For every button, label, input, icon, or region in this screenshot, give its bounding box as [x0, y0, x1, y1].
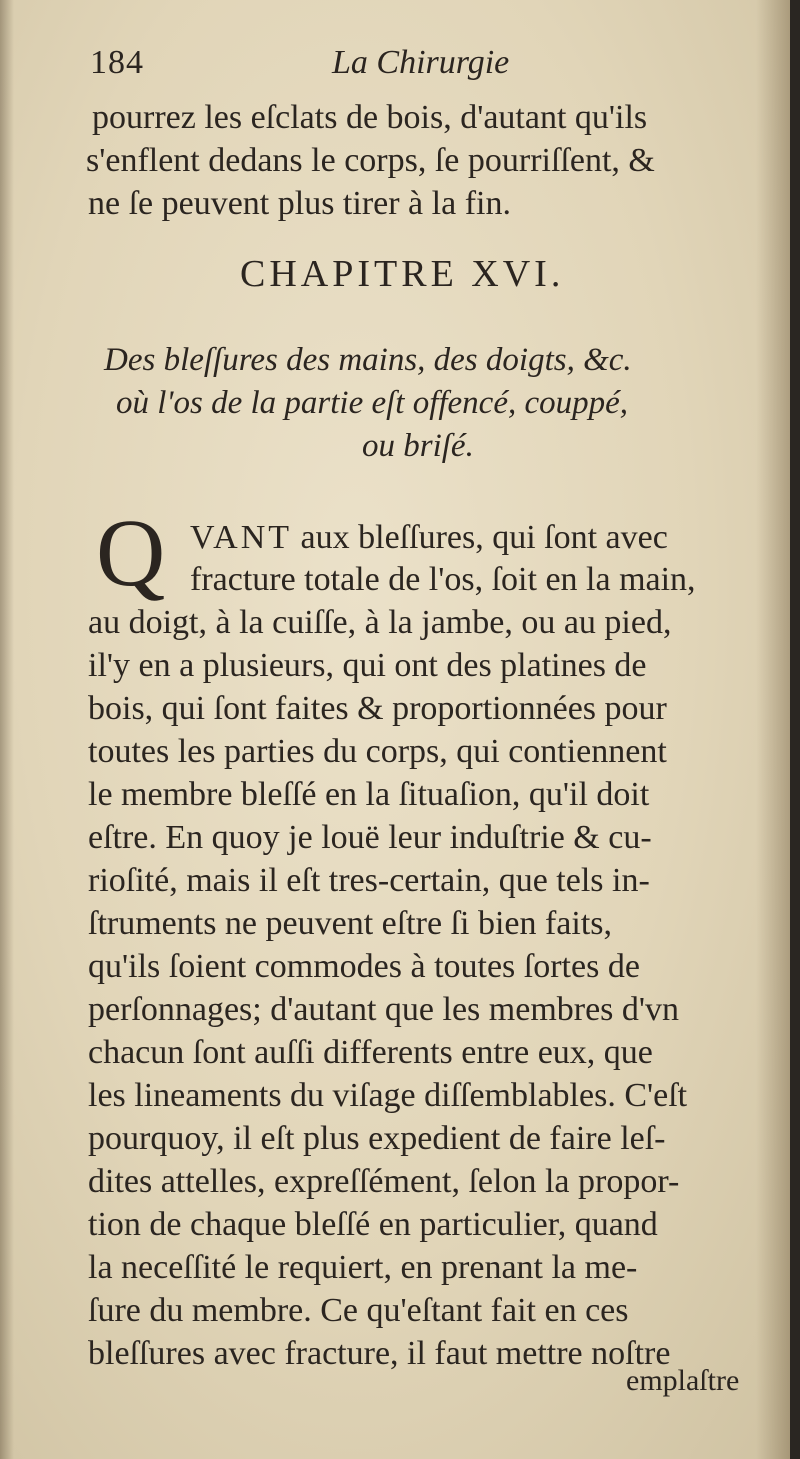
body-line: le membre bleſſé en la ſituaſion, qu'il doit: [88, 776, 650, 813]
page-gutter-shadow: [756, 0, 790, 1459]
drop-cap: Q: [96, 499, 166, 606]
body-line: tion de chaque bleſſé en particulier, quand: [88, 1206, 658, 1243]
body-line: toutes les parties du corps, qui contiennent: [88, 733, 667, 770]
chapter-subtitle-line: Des bleſſures des mains, des doigts, &c.: [104, 342, 632, 378]
body-line: pourquoy, il eſt plus expedient de faire leſ-: [88, 1120, 666, 1157]
catchword: emplaſtre: [626, 1364, 740, 1397]
intro-line: ne ſe peuvent plus tirer à la fin.: [88, 185, 511, 222]
intro-line: s'enflent dedans le corps, ſe pourriſſent, &: [86, 142, 655, 179]
page-edge-shadow: [0, 0, 14, 1459]
running-header: [90, 44, 780, 94]
body-line: eſtre. En quoy je louë leur induſtrie & cu-: [88, 819, 652, 856]
body-line: fracture totale de l'os, ſoit en la main,: [190, 561, 696, 598]
body-line: il'y en a plusieurs, qui ont des platines de: [88, 647, 647, 684]
body-line: chacun ſont auſſi differents entre eux, que: [88, 1034, 653, 1071]
body-line: ſure du membre. Ce qu'eſtant fait en ces: [88, 1292, 629, 1329]
body-line: perſonnages; d'autant que les membres d'vn: [88, 991, 680, 1028]
chapter-subtitle-line: ou briſé.: [362, 428, 474, 464]
body-line: [190, 518, 668, 558]
intro-line: pourrez les eſclats de bois, d'autant qu'ils: [92, 99, 648, 136]
body-line: bois, qui ſont faites & proportionnées pour: [88, 690, 667, 727]
running-title: La Chirurgie: [332, 44, 510, 81]
body-line: la neceſſité le requiert, en prenant la me-: [88, 1249, 638, 1286]
first-line-rest: aux bleſſures, qui ſont avec: [300, 519, 668, 556]
body-line: ſtruments ne peuvent eſtre ſi bien faits,: [88, 905, 613, 942]
page-number: 184: [90, 44, 144, 81]
first-word: VANT: [190, 519, 293, 556]
body-line: rioſité, mais il eſt tres-certain, que tels in-: [88, 862, 650, 899]
body-line: les lineaments du viſage diſſemblables. C'eſt: [88, 1077, 688, 1114]
body-line: dites attelles, expreſſément, ſelon la propor-: [88, 1163, 680, 1200]
body-line: qu'ils ſoient commodes à toutes ſortes de: [88, 948, 640, 985]
body-line: bleſſures avec fracture, il faut mettre noſtre: [88, 1335, 671, 1372]
chapter-heading: CHAPITRE XVI.: [240, 253, 565, 295]
chapter-subtitle-line: où l'os de la partie eſt offencé, couppé,: [116, 385, 629, 421]
body-line: au doigt, à la cuiſſe, à la jambe, ou au pied,: [88, 604, 672, 641]
